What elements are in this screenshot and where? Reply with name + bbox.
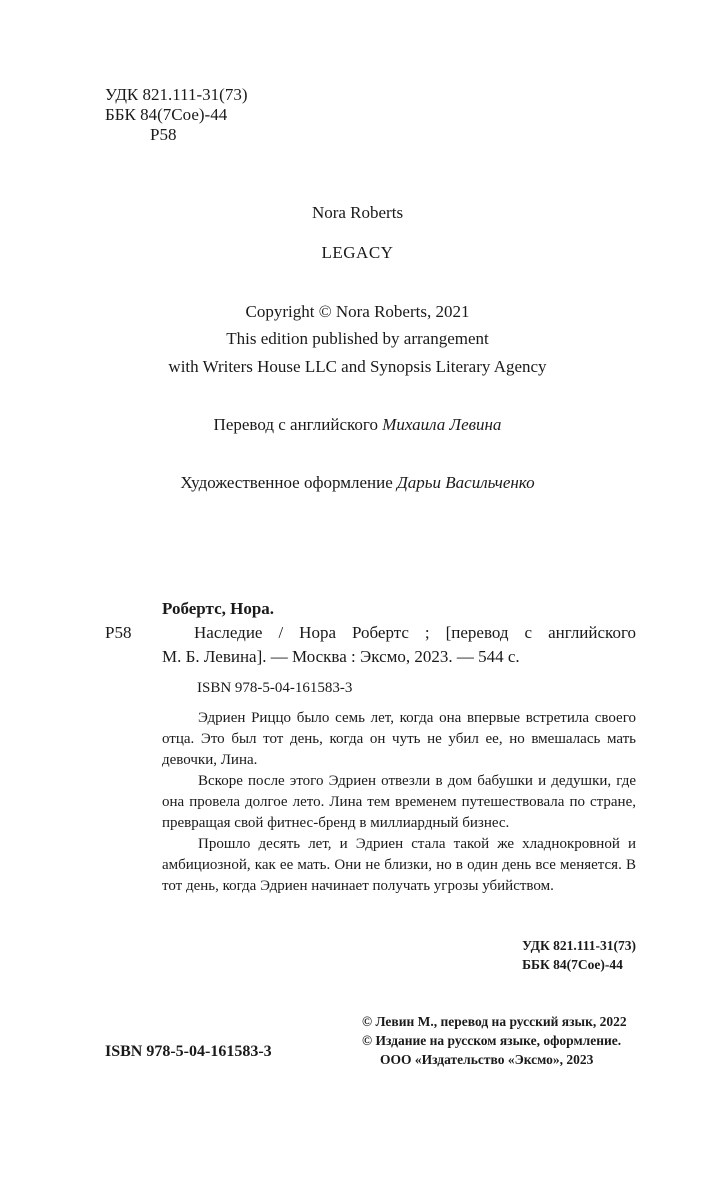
translation-prefix: Перевод с английского [213,415,378,434]
annotation-paragraph: Эдриен Риццо было семь лет, когда она впервые встретила своего отца. Это был тот день, когда он чуть не убил ее, но вмешалась мать девочки, Лина. [162,710,636,768]
translation-credit [0,415,715,435]
translator-name: Михаила Левина [382,415,502,434]
annotation-paragraph: Вскоре после этого Эдриен отвезли в дом бабушки и дедушки, где она провела долгое лето. Лина тем временем путешествовала по стране, превращая свой фитнес-бренд в миллиардный бизнес. [162,773,636,831]
record-isbn: ISBN 978-5-04-161583-3 [197,680,353,696]
original-title: LEGACY [321,243,394,262]
copyright-line-3: with Writers House LLC and Synopsis Literary Agency [168,357,547,376]
copyright-edition-1: © Издание на русском языке, оформление. [362,1033,622,1048]
design-credit [0,473,715,493]
annotation-paragraph: Прошло десять лет, и Эдриен стала такой же хладнокровной и амбициозной, как ее мать. Они не близки, но в один день все меняется. В тот день, когда Эдриен начинает получать угрозы убийством. [162,836,636,894]
copyright-line-2: This edition published by arrangement [226,329,489,348]
record-margin-mark: Р58 [105,623,132,642]
bbk-code: ББК 84(7Сое)-44 [105,105,228,124]
record-classification [522,936,636,974]
designer-name: Дарьи Васильченко [396,473,535,492]
udk-code: УДК 821.111-31(73) [105,85,248,104]
footer-copyright [362,1012,627,1069]
footer-isbn: ISBN 978-5-04-161583-3 [105,1043,272,1060]
design-prefix: Художественное оформление [180,473,393,492]
copyright-edition-2: ООО «Издательство «Эксмо», 2023 [380,1052,594,1067]
original-author: Nora Roberts [311,203,404,222]
record-udk: УДК 821.111-31(73) [522,938,636,953]
author-mark: Р58 [150,125,177,144]
record-description-line-2: М. Б. Левина]. — Москва : Эксмо, 2023. — 544 с. [162,647,520,666]
record-description-line-1: Наследие / Нора Робертс ; [перевод с английского [194,623,636,642]
copyright-translation: © Левин М., перевод на русский язык, 2022 [362,1014,627,1029]
annotation [162,708,636,897]
record-heading: Робертс, Нора. [162,599,275,618]
copyright-line-1: Copyright © Nora Roberts, 2021 [245,302,470,321]
bibliographic-record [162,597,636,669]
record-bbk: ББК 84(7Сое)-44 [522,957,623,972]
